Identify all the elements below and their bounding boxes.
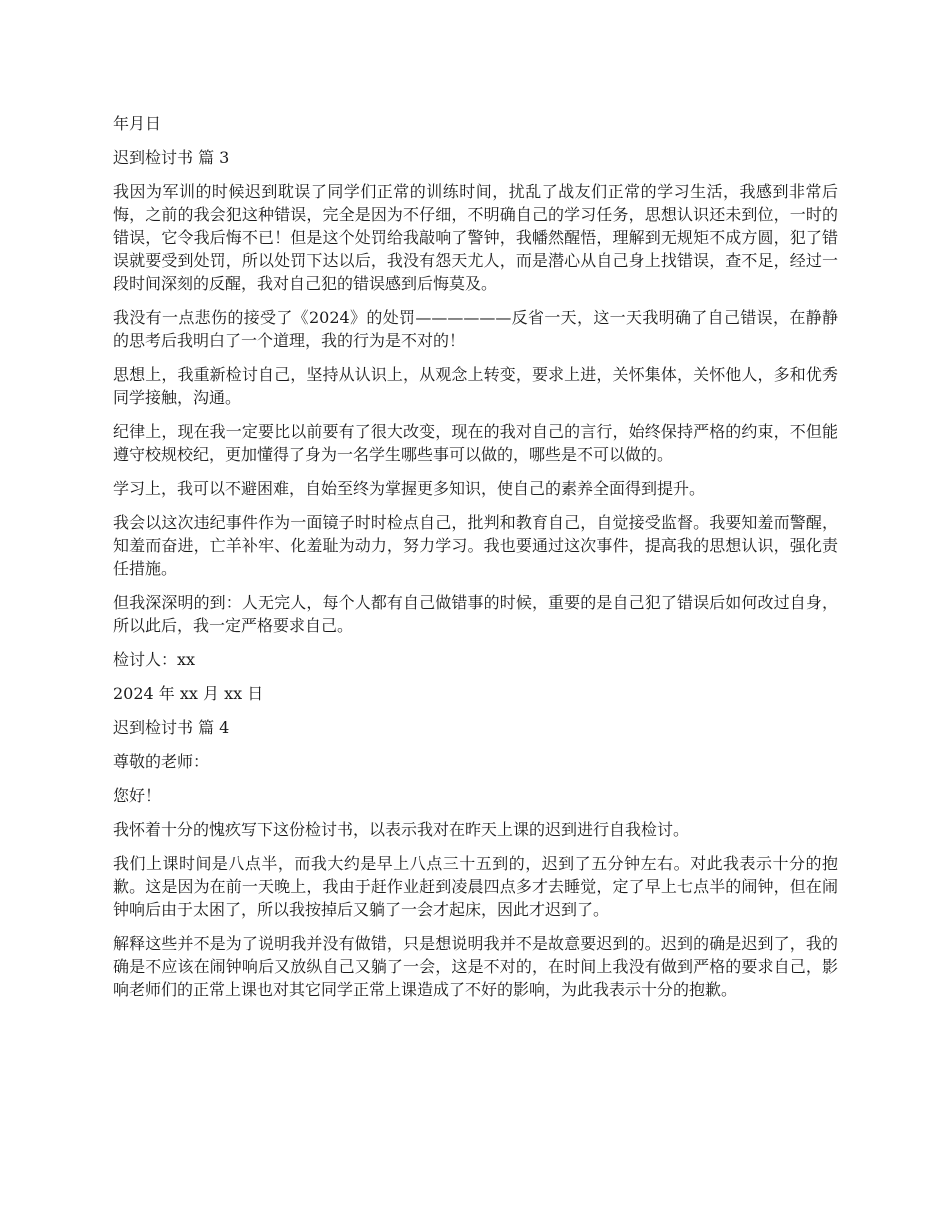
paragraph: 我没有一点悲伤的接受了《2024》的处罚——————反省一天，这一天我明确了自己错误，在静静的思考后我明白了一个道理，我的行为是不对的！ [113, 308, 838, 350]
paragraph: 我怀着十分的愧疚写下这份检讨书，以表示我对在昨天上课的迟到进行自我检讨。 [113, 820, 690, 839]
date-line: 年月日 [113, 114, 162, 133]
section-heading-4: 迟到检讨书 篇 4 [113, 718, 230, 737]
paragraph: 但我深深明的到：人无完人，每个人都有自己做错事的时候，重要的是自己犯了错误后如何改过自身，所以此后，我一定严格要求自己。 [113, 593, 838, 635]
paragraph: 解释这些并不是为了说明我并没有做错，只是想说明我并不是故意要迟到的。迟到的确是迟到了，我的确是不应该在闹钟响后又放纵自己又躺了一会，这是不对的，在时间上我没有做到严格的要求自己，影响老师们的正常上课也对其它同学正常上课造成了不好的影响，为此我表示十分的抱歉。 [113, 934, 838, 999]
document-body [113, 112, 838, 1001]
paragraph: 我因为军训的时候迟到耽误了同学们正常的训练时间，扰乱了战友们正常的学习生活，我感到非常后悔，之前的我会犯这种错误，完全是因为不仔细，不明确自己的学习任务，思想认识还未到位，一时的错误，它令我后悔不已！但是这个处罚给我敲响了警钟，我幡然醒悟，理解到无规矩不成方圆，犯了错误就要受到处罚，所以处罚下达以后，我没有怨天尤人，而是潜心从自己身上找错误，查不足，经过一段时间深刻的反醒，我对自己犯的错误感到后悔莫及。 [113, 182, 838, 293]
section-heading-3: 迟到检讨书 篇 3 [113, 148, 230, 167]
paragraph: 我们上课时间是八点半，而我大约是早上八点三十五到的，迟到了五分钟左右。对此我表示十分的抱歉。这是因为在前一天晚上，我由于赶作业赶到凌晨四点多才去睡觉，定了早上七点半的闹钟，但在闹钟响后由于太困了，所以我按掉后又躺了一会才起床，因此才迟到了。 [113, 854, 838, 919]
paragraph: 我会以这次违纪事件作为一面镜子时时检点自己，批判和教育自己，自觉接受监督。我要知羞而警醒，知羞而奋进，亡羊补牢、化羞耻为动力，努力学习。我也要通过这次事件，提高我的思想认识，强化责任措施。 [113, 513, 838, 578]
paragraph: 纪律上，现在我一定要比以前要有了很大改变，现在的我对自己的言行，始终保持严格的约束，不但能遵守校规校纪，更加懂得了身为一名学生哪些事可以做的，哪些是不可以做的。 [113, 422, 838, 464]
greeting: 您好！ [113, 786, 162, 805]
paragraph: 学习上，我可以不避困难，自始至终为掌握更多知识，使自己的素养全面得到提升。 [113, 479, 706, 498]
signature-line: 检讨人：xx [113, 650, 196, 669]
salutation: 尊敬的老师： [113, 752, 210, 771]
paragraph: 思想上，我重新检讨自己，坚持从认识上，从观念上转变，要求上进，关怀集体，关怀他人，多和优秀同学接触，沟通。 [113, 365, 838, 407]
signature-date: 2024 年 xx 月 xx 日 [113, 684, 264, 703]
